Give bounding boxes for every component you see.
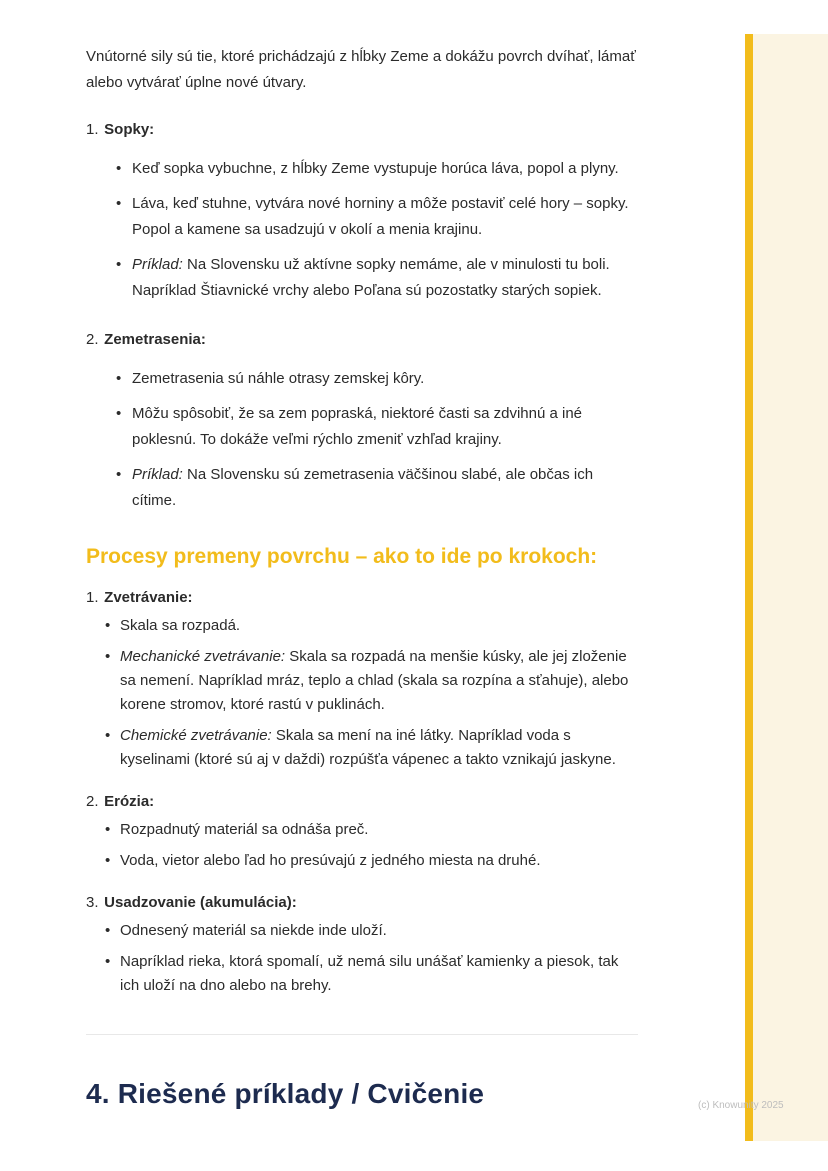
- item-title: Erózia:: [104, 793, 155, 811]
- list-item-volcanoes: [86, 117, 638, 303]
- bullet-lead: Mechanické zvetrávanie:: [120, 648, 286, 666]
- bullet-lead: Príklad:: [132, 466, 183, 483]
- item-number: 2.: [86, 793, 99, 811]
- item-title: Sopky:: [104, 121, 155, 138]
- bullet-text: Na Slovensku sú zemetrasenia väčšinou slabé, ale občas ich cítime.: [132, 466, 594, 509]
- bullet-list: [86, 156, 638, 304]
- accent-stripe: [745, 34, 753, 1141]
- item-heading: [86, 790, 638, 814]
- bullet-list: [86, 614, 638, 772]
- bullet-item: [86, 724, 638, 772]
- bullet-text: Skala sa rozpadá na menšie kúsky, ale jej zloženie sa nemení. Napríklad mráz, teplo a chlad (skala sa rozpína a sťahuje), alebo korene stromov, ktoré rastú v puklinách.: [120, 648, 629, 714]
- bullet-text: Voda, vietor alebo ľad ho presúvajú z jedného miesta na druhé.: [120, 852, 541, 870]
- list-item-weathering: [86, 586, 638, 772]
- page-margin-panel: [753, 34, 828, 1141]
- item-number: 1.: [86, 121, 99, 138]
- section-heading-processes: Procesy premeny povrchu – ako to ide po krokoch:: [86, 545, 598, 568]
- bullet-item: [86, 366, 638, 392]
- bullet-text: Skala sa mení na iné látky. Napríklad voda s kyselinami (ktoré sú aj v daždi) rozpúšťa vápenec a takto vznikajú jaskyne.: [120, 727, 616, 769]
- list-item-erosion: [86, 790, 638, 873]
- item-title: Usadzovanie (akumulácia):: [104, 894, 297, 912]
- item-title: Zvetrávanie:: [104, 589, 193, 607]
- page-content: [86, 44, 638, 1111]
- section-heading-exercises: 4. Riešené príklady / Cvičenie: [86, 1078, 485, 1110]
- bullet-text: Skala sa rozpadá.: [120, 617, 241, 635]
- bullet-text: Môžu spôsobiť, že sa zem popraská, niektoré časti sa zdvihnú a iné poklesnú. To dokáže veľmi rýchlo zmeniť vzhľad krajiny.: [132, 405, 583, 448]
- bullet-item: [86, 645, 638, 717]
- bullet-text: Láva, keď stuhne, vytvára nové horniny a môže postaviť celé hory – sopky. Popol a kamene sa usadzujú v okolí a menia krajinu.: [132, 195, 629, 238]
- bullet-text: Napríklad rieka, ktorá spomalí, už nemá silu unášať kamienky a piesok, tak ich uloží na dno alebo na brehy.: [120, 953, 619, 995]
- intro-paragraph: Vnútorné sily sú tie, ktoré prichádzajú z hĺbky Zeme a dokážu povrch dvíhať, lámať alebo vytvárať úplne nové útvary.: [86, 48, 636, 91]
- list-item-earthquakes: [86, 327, 638, 513]
- bullet-list: [86, 818, 638, 873]
- item-title: Zemetrasenia:: [104, 331, 206, 348]
- item-number: 3.: [86, 894, 99, 912]
- bullet-item: [86, 950, 638, 998]
- bullet-item: [86, 401, 638, 452]
- item-number: 2.: [86, 331, 99, 348]
- bullet-text: Rozpadnutý materiál sa odnáša preč.: [120, 821, 369, 839]
- watermark: (c) Knowunity 2025: [698, 1100, 784, 1111]
- bullet-lead: Chemické zvetrávanie:: [120, 727, 272, 745]
- item-heading: [86, 117, 638, 143]
- bullet-item: [86, 818, 638, 842]
- item-heading: [86, 891, 638, 915]
- bullet-item: [86, 462, 638, 513]
- bullet-text: Odnesený materiál sa niekde inde uloží.: [120, 922, 387, 940]
- bullet-item: [86, 919, 638, 943]
- bullet-item: [86, 849, 638, 873]
- bullet-list: [86, 366, 638, 514]
- bullet-list: [86, 919, 638, 998]
- inner-forces-list: [86, 117, 638, 513]
- item-number: 1.: [86, 589, 99, 607]
- bullet-item: [86, 156, 638, 182]
- bullet-item: [86, 191, 638, 242]
- item-heading: [86, 327, 638, 353]
- bullet-text: Zemetrasenia sú náhle otrasy zemskej kôry.: [132, 369, 425, 387]
- bullet-text: Na Slovensku už aktívne sopky nemáme, ale v minulosti tu boli. Napríklad Štiavnické vrchy alebo Poľana sú pozostatky starých sopiek.: [132, 256, 610, 299]
- bullet-item: [86, 614, 638, 638]
- list-item-sedimentation: [86, 891, 638, 998]
- bullet-item: [86, 252, 638, 303]
- item-heading: [86, 586, 638, 610]
- section-divider: [86, 1034, 638, 1035]
- bullet-text: Keď sopka vybuchne, z hĺbky Zeme vystupuje horúca láva, popol a plyny.: [132, 159, 619, 177]
- process-list: [86, 586, 638, 998]
- bullet-lead: Príklad:: [132, 256, 183, 273]
